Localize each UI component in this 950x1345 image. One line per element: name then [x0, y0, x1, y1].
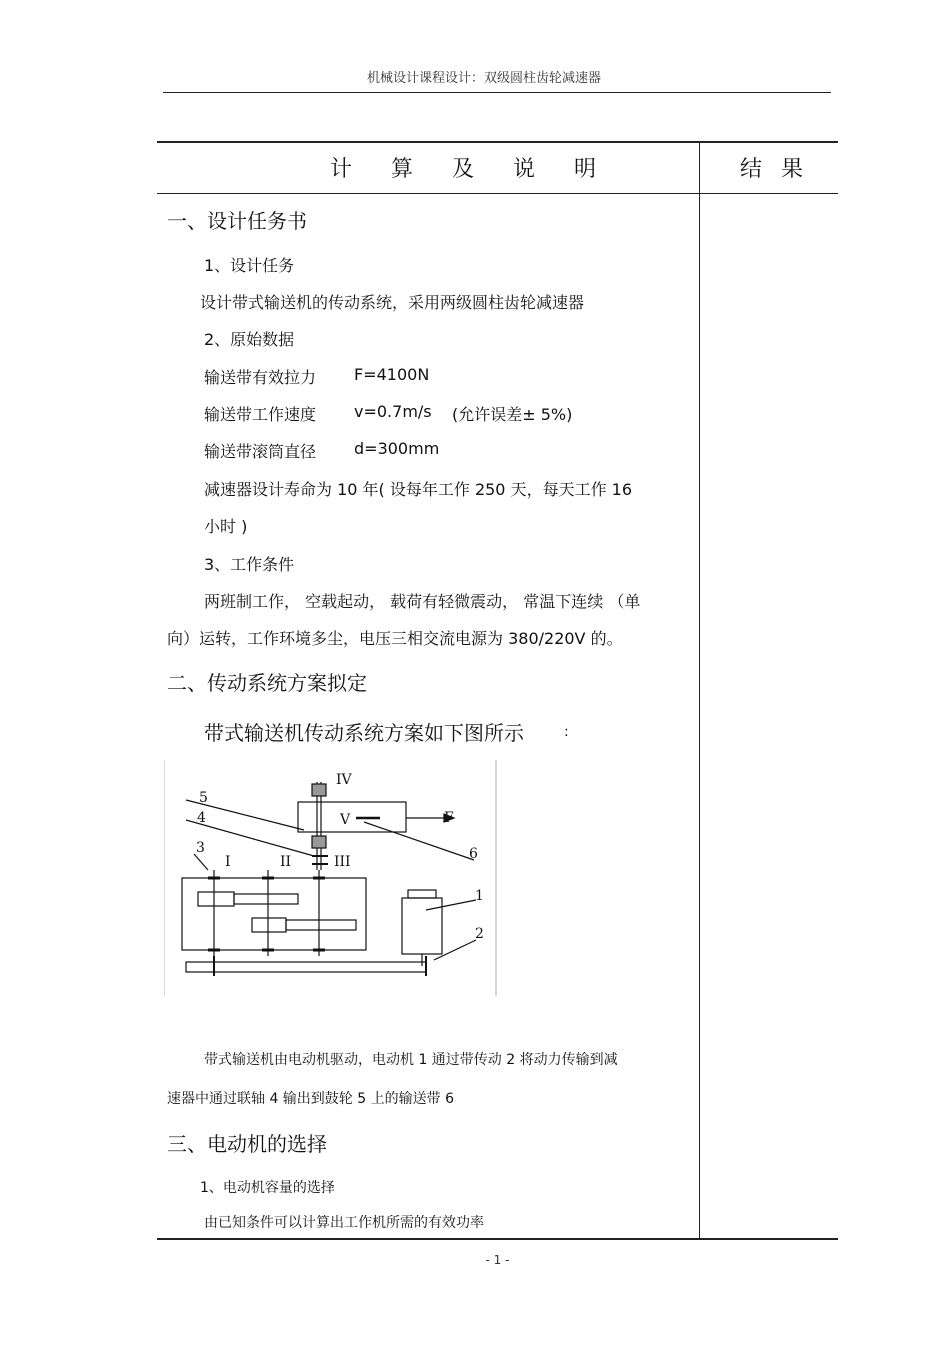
- subheading-motor-capacity: 1、电动机容量的选择: [200, 1180, 335, 1196]
- diagram-shaft-3: III: [334, 854, 351, 870]
- subheading-task: 1、设计任务: [204, 256, 295, 275]
- diagram-label-5: 5: [199, 790, 208, 806]
- data-label-speed: 输送带工作速度: [204, 405, 317, 424]
- diagram-caption-line1: 带式输送机由电动机驱动，电动机 1 通过带传动 2 将动力传输到减: [204, 1052, 618, 1068]
- diagram-caption-line2: 速器中通过联轴 4 输出到鼓轮 5 上的输送带 6: [167, 1091, 454, 1107]
- table-bottom-border: [157, 1238, 838, 1240]
- subheading-conditions: 3、工作条件: [204, 555, 295, 574]
- page-number: - 1 -: [485, 1253, 510, 1267]
- section-title-3: 三、电动机的选择: [167, 1132, 327, 1156]
- subheading-data: 2、原始数据: [204, 330, 295, 349]
- diagram-intro-colon: :: [564, 724, 569, 740]
- table-top-border: [157, 141, 838, 143]
- diagram-label-2: 2: [475, 926, 484, 942]
- data-value-force: F=4100N: [354, 365, 430, 384]
- column-header-calc: 计 算 及 说 明: [330, 157, 612, 182]
- conditions-line2: 向）运转，工作环境多尘，电压三相交流电源为 380/220V 的。: [167, 629, 623, 648]
- table-header-divider: [157, 193, 838, 194]
- column-header-result: 结 果: [740, 157, 809, 182]
- table-column-divider: [699, 141, 700, 1240]
- task-text: 设计带式输送机的传动系统，采用两级圆柱齿轮减速器: [200, 293, 585, 312]
- data-value-diameter: d=300mm: [354, 439, 440, 458]
- diagram-label-4: 4: [197, 810, 206, 826]
- diagram-label-3: 3: [196, 840, 205, 856]
- data-note-speed: (允许误差± 5%): [452, 405, 573, 424]
- section-title-2: 二、传动系统方案拟定: [167, 671, 367, 695]
- section-title-1: 一、设计任务书: [167, 209, 307, 233]
- diagram-shaft-4: IV: [336, 772, 352, 788]
- life-text-line1: 减速器设计寿命为 10 年( 设每年工作 250 天，每天工作 16: [204, 480, 633, 499]
- diagram-label-v: V: [340, 812, 351, 828]
- life-text-line2: 小时 ): [204, 517, 248, 536]
- data-value-speed: v=0.7m/s: [354, 402, 432, 421]
- data-label-diameter: 输送带滚筒直径: [204, 442, 317, 461]
- diagram-label-6: 6: [469, 846, 478, 862]
- diagram-shaft-2: II: [280, 854, 292, 870]
- transmission-diagram: [164, 760, 498, 998]
- diagram-label-f: F: [444, 810, 454, 826]
- header-rule: [163, 92, 831, 93]
- diagram-shaft-1: I: [225, 854, 231, 870]
- data-label-force: 输送带有效拉力: [204, 368, 317, 387]
- running-header: 机械设计课程设计：双级圆柱齿轮减速器: [366, 71, 601, 86]
- motor-capacity-text: 由已知条件可以计算出工作机所需的有效功率: [204, 1215, 484, 1231]
- diagram-intro: 带式输送机传动系统方案如下图所示: [204, 721, 524, 745]
- diagram-label-1: 1: [475, 888, 484, 904]
- conditions-line1: 两班制工作， 空载起动， 载荷有轻微震动， 常温下连续 （单: [204, 592, 641, 611]
